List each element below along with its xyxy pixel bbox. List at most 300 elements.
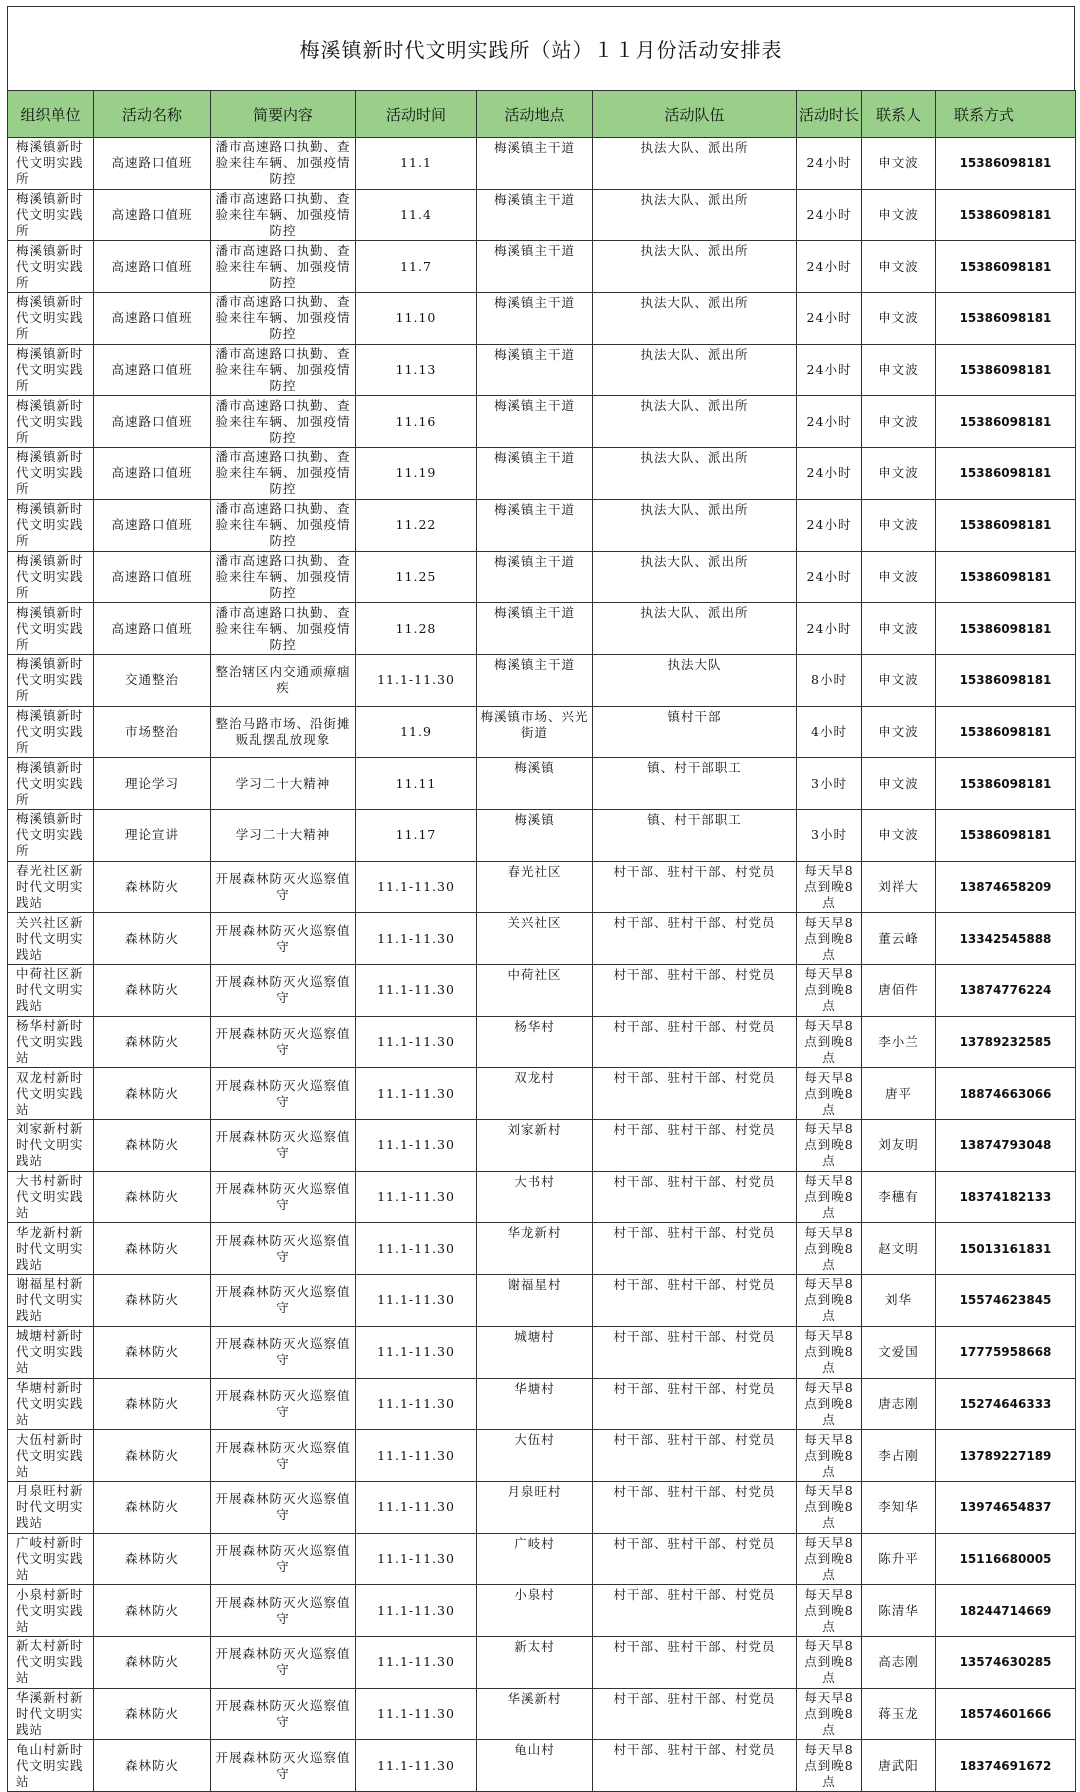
time-cell: 11.1-11.30 (356, 1636, 477, 1688)
org-unit-cell: 大伍村新时代文明实践站 (8, 1430, 94, 1482)
table-row (8, 965, 1076, 1017)
content-cell: 开展森林防灭火巡察值守 (211, 1740, 356, 1792)
org-unit-cell: 梅溪镇新时代文明实践所 (8, 706, 94, 758)
duration-cell: 24小时 (797, 603, 862, 655)
location-cell: 梅溪镇主干道 (477, 654, 593, 706)
table-row (8, 293, 1076, 345)
phone-cell: 15386098181 (936, 189, 1076, 241)
phone-cell: 15386098181 (936, 344, 1076, 396)
activity-name-cell: 森林防火 (94, 1120, 211, 1172)
time-cell: 11.1-11.30 (356, 654, 477, 706)
activity-name-cell: 高速路口值班 (94, 448, 211, 500)
table-row (8, 1223, 1076, 1275)
time-cell: 11.16 (356, 396, 477, 448)
team-cell: 镇、村干部职工 (593, 809, 797, 861)
activity-name-cell: 森林防火 (94, 913, 211, 965)
org-unit-cell: 梅溪镇新时代文明实践所 (8, 138, 94, 190)
content-cell: 开展森林防灭火巡察值守 (211, 1068, 356, 1120)
header-cell: 联系人 (862, 91, 936, 138)
team-cell: 村干部、驻村干部、村党员 (593, 1378, 797, 1430)
location-cell: 关兴社区 (477, 913, 593, 965)
content-cell: 开展森林防灭火巡察值守 (211, 1016, 356, 1068)
table-row (8, 499, 1076, 551)
location-cell: 梅溪镇主干道 (477, 448, 593, 500)
duration-cell: 每天早8点到晚8点 (797, 1275, 862, 1327)
team-cell: 村干部、驻村干部、村党员 (593, 965, 797, 1017)
time-cell: 11.1-11.30 (356, 913, 477, 965)
activity-name-cell: 森林防火 (94, 1585, 211, 1637)
header-cell: 活动名称 (94, 91, 211, 138)
phone-cell: 15386098181 (936, 809, 1076, 861)
content-cell: 开展森林防灭火巡察值守 (211, 1688, 356, 1740)
header-row (8, 91, 1076, 138)
contact-person-cell: 董云峰 (862, 913, 936, 965)
team-cell: 村干部、驻村干部、村党员 (593, 1740, 797, 1792)
content-cell: 开展森林防灭火巡察值守 (211, 861, 356, 913)
duration-cell: 每天早8点到晚8点 (797, 1430, 862, 1482)
duration-cell: 每天早8点到晚8点 (797, 1068, 862, 1120)
org-unit-cell: 梅溪镇新时代文明实践所 (8, 189, 94, 241)
phone-cell: 17775958668 (936, 1326, 1076, 1378)
location-cell: 双龙村 (477, 1068, 593, 1120)
location-cell: 华塘村 (477, 1378, 593, 1430)
duration-cell: 每天早8点到晚8点 (797, 1326, 862, 1378)
content-cell: 潘市高速路口执勤、查验来往车辆、加强疫情防控 (211, 138, 356, 190)
org-unit-cell: 月泉旺村新时代文明实践站 (8, 1481, 94, 1533)
table-row (8, 448, 1076, 500)
table-row (8, 1275, 1076, 1327)
team-cell: 执法大队、派出所 (593, 344, 797, 396)
time-cell: 11.1-11.30 (356, 861, 477, 913)
contact-person-cell: 申文波 (862, 654, 936, 706)
org-unit-cell: 广岐村新时代文明实践站 (8, 1533, 94, 1585)
time-cell: 11.1-11.30 (356, 1120, 477, 1172)
activity-name-cell: 森林防火 (94, 1688, 211, 1740)
content-cell: 开展森林防灭火巡察值守 (211, 1120, 356, 1172)
table-row (8, 809, 1076, 861)
activity-name-cell: 高速路口值班 (94, 241, 211, 293)
phone-cell: 15574623845 (936, 1275, 1076, 1327)
phone-cell: 15386098181 (936, 706, 1076, 758)
content-cell: 整治辖区内交通顽瘴痼疾 (211, 654, 356, 706)
team-cell: 村干部、驻村干部、村党员 (593, 1430, 797, 1482)
content-cell: 开展森林防灭火巡察值守 (211, 913, 356, 965)
schedule-sheet (7, 6, 1075, 1789)
contact-person-cell: 李小兰 (862, 1016, 936, 1068)
team-cell: 执法大队、派出所 (593, 499, 797, 551)
phone-cell: 15386098181 (936, 138, 1076, 190)
time-cell: 11.9 (356, 706, 477, 758)
table-row (8, 861, 1076, 913)
time-cell: 11.25 (356, 551, 477, 603)
duration-cell: 每天早8点到晚8点 (797, 965, 862, 1017)
header-cell: 联系方式 (936, 91, 1076, 138)
duration-cell: 24小时 (797, 551, 862, 603)
team-cell: 执法大队、派出所 (593, 138, 797, 190)
phone-cell: 18244714669 (936, 1585, 1076, 1637)
location-cell: 梅溪镇主干道 (477, 344, 593, 396)
org-unit-cell: 城塘村新时代文明实践站 (8, 1326, 94, 1378)
contact-person-cell: 李知华 (862, 1481, 936, 1533)
team-cell: 执法大队、派出所 (593, 551, 797, 603)
org-unit-cell: 梅溪镇新时代文明实践所 (8, 448, 94, 500)
activity-name-cell: 森林防火 (94, 965, 211, 1017)
duration-cell: 每天早8点到晚8点 (797, 1585, 862, 1637)
location-cell: 梅溪镇主干道 (477, 396, 593, 448)
phone-cell: 15386098181 (936, 551, 1076, 603)
header-cell: 活动队伍 (593, 91, 797, 138)
duration-cell: 每天早8点到晚8点 (797, 1171, 862, 1223)
time-cell: 11.22 (356, 499, 477, 551)
content-cell: 开展森林防灭火巡察值守 (211, 1636, 356, 1688)
org-unit-cell: 梅溪镇新时代文明实践所 (8, 241, 94, 293)
header-cell: 简要内容 (211, 91, 356, 138)
phone-cell: 13342545888 (936, 913, 1076, 965)
activity-name-cell: 森林防火 (94, 1481, 211, 1533)
activity-name-cell: 森林防火 (94, 1636, 211, 1688)
location-cell: 刘家新村 (477, 1120, 593, 1172)
team-cell: 村干部、驻村干部、村党员 (593, 1016, 797, 1068)
table-row (8, 1326, 1076, 1378)
table-row (8, 1585, 1076, 1637)
phone-cell: 15386098181 (936, 758, 1076, 810)
duration-cell: 8小时 (797, 654, 862, 706)
phone-cell: 18374691672 (936, 1740, 1076, 1792)
contact-person-cell: 申文波 (862, 499, 936, 551)
activity-name-cell: 森林防火 (94, 1326, 211, 1378)
table-row (8, 1636, 1076, 1688)
activity-name-cell: 森林防火 (94, 1223, 211, 1275)
location-cell: 华龙新村 (477, 1223, 593, 1275)
team-cell: 村干部、驻村干部、村党员 (593, 1223, 797, 1275)
location-cell: 梅溪镇主干道 (477, 551, 593, 603)
phone-cell: 18374182133 (936, 1171, 1076, 1223)
content-cell: 开展森林防灭火巡察值守 (211, 1481, 356, 1533)
table-row (8, 1120, 1076, 1172)
duration-cell: 每天早8点到晚8点 (797, 861, 862, 913)
team-cell: 执法大队、派出所 (593, 448, 797, 500)
schedule-body (8, 138, 1076, 1792)
time-cell: 11.19 (356, 448, 477, 500)
phone-cell: 15386098181 (936, 396, 1076, 448)
contact-person-cell: 申文波 (862, 396, 936, 448)
location-cell: 梅溪镇 (477, 809, 593, 861)
duration-cell: 24小时 (797, 293, 862, 345)
duration-cell: 24小时 (797, 189, 862, 241)
table-row (8, 1068, 1076, 1120)
content-cell: 开展森林防灭火巡察值守 (211, 965, 356, 1017)
time-cell: 11.1-11.30 (356, 1481, 477, 1533)
phone-cell: 18874663066 (936, 1068, 1076, 1120)
content-cell: 开展森林防灭火巡察值守 (211, 1430, 356, 1482)
location-cell: 谢福星村 (477, 1275, 593, 1327)
location-cell: 梅溪镇主干道 (477, 603, 593, 655)
content-cell: 开展森林防灭火巡察值守 (211, 1223, 356, 1275)
content-cell: 开展森林防灭火巡察值守 (211, 1275, 356, 1327)
org-unit-cell: 华塘村新时代文明实践站 (8, 1378, 94, 1430)
org-unit-cell: 梅溪镇新时代文明实践所 (8, 293, 94, 345)
time-cell: 11.1-11.30 (356, 1223, 477, 1275)
duration-cell: 24小时 (797, 241, 862, 293)
contact-person-cell: 申文波 (862, 448, 936, 500)
duration-cell: 每天早8点到晚8点 (797, 1120, 862, 1172)
location-cell: 龟山村 (477, 1740, 593, 1792)
contact-person-cell: 申文波 (862, 189, 936, 241)
schedule-table (7, 90, 1076, 1792)
team-cell: 村干部、驻村干部、村党员 (593, 1533, 797, 1585)
activity-name-cell: 森林防火 (94, 1171, 211, 1223)
time-cell: 11.1-11.30 (356, 1326, 477, 1378)
content-cell: 潘市高速路口执勤、查验来往车辆、加强疫情防控 (211, 189, 356, 241)
phone-cell: 15013161831 (936, 1223, 1076, 1275)
header-cell: 组织单位 (8, 91, 94, 138)
org-unit-cell: 春光社区新时代文明实践站 (8, 861, 94, 913)
team-cell: 村干部、驻村干部、村党员 (593, 1275, 797, 1327)
duration-cell: 每天早8点到晚8点 (797, 913, 862, 965)
location-cell: 广岐村 (477, 1533, 593, 1585)
phone-cell: 15386098181 (936, 603, 1076, 655)
team-cell: 村干部、驻村干部、村党员 (593, 861, 797, 913)
contact-person-cell: 刘华 (862, 1275, 936, 1327)
time-cell: 11.13 (356, 344, 477, 396)
org-unit-cell: 华溪新村新时代文明实践站 (8, 1688, 94, 1740)
table-row (8, 396, 1076, 448)
phone-cell: 15274646333 (936, 1378, 1076, 1430)
duration-cell: 4小时 (797, 706, 862, 758)
duration-cell: 每天早8点到晚8点 (797, 1740, 862, 1792)
location-cell: 大伍村 (477, 1430, 593, 1482)
org-unit-cell: 梅溪镇新时代文明实践所 (8, 344, 94, 396)
time-cell: 11.28 (356, 603, 477, 655)
time-cell: 11.1-11.30 (356, 1171, 477, 1223)
content-cell: 学习二十大精神 (211, 809, 356, 861)
duration-cell: 24小时 (797, 344, 862, 396)
time-cell: 11.1-11.30 (356, 1016, 477, 1068)
activity-name-cell: 森林防火 (94, 1533, 211, 1585)
org-unit-cell: 梅溪镇新时代文明实践所 (8, 499, 94, 551)
location-cell: 华溪新村 (477, 1688, 593, 1740)
activity-name-cell: 森林防火 (94, 1068, 211, 1120)
activity-name-cell: 高速路口值班 (94, 499, 211, 551)
content-cell: 潘市高速路口执勤、查验来往车辆、加强疫情防控 (211, 551, 356, 603)
table-row (8, 344, 1076, 396)
org-unit-cell: 杨华村新时代文明实践站 (8, 1016, 94, 1068)
content-cell: 开展森林防灭火巡察值守 (211, 1326, 356, 1378)
activity-name-cell: 高速路口值班 (94, 344, 211, 396)
org-unit-cell: 关兴社区新时代文明实践站 (8, 913, 94, 965)
team-cell: 村干部、驻村干部、村党员 (593, 1171, 797, 1223)
content-cell: 学习二十大精神 (211, 758, 356, 810)
team-cell: 村干部、驻村干部、村党员 (593, 1326, 797, 1378)
time-cell: 11.17 (356, 809, 477, 861)
table-row (8, 241, 1076, 293)
duration-cell: 每天早8点到晚8点 (797, 1688, 862, 1740)
content-cell: 潘市高速路口执勤、查验来往车辆、加强疫情防控 (211, 499, 356, 551)
team-cell: 执法大队、派出所 (593, 396, 797, 448)
team-cell: 村干部、驻村干部、村党员 (593, 1585, 797, 1637)
contact-person-cell: 赵文明 (862, 1223, 936, 1275)
location-cell: 梅溪镇市场、兴光街道 (477, 706, 593, 758)
org-unit-cell: 双龙村新时代文明实践站 (8, 1068, 94, 1120)
header-cell: 活动地点 (477, 91, 593, 138)
time-cell: 11.1-11.30 (356, 1430, 477, 1482)
time-cell: 11.1-11.30 (356, 1688, 477, 1740)
contact-person-cell: 蒋玉龙 (862, 1688, 936, 1740)
activity-name-cell: 高速路口值班 (94, 293, 211, 345)
phone-cell: 15386098181 (936, 654, 1076, 706)
org-unit-cell: 梅溪镇新时代文明实践所 (8, 654, 94, 706)
location-cell: 新太村 (477, 1636, 593, 1688)
phone-cell: 13874776224 (936, 965, 1076, 1017)
table-row (8, 1533, 1076, 1585)
content-cell: 开展森林防灭火巡察值守 (211, 1378, 356, 1430)
phone-cell: 13789227189 (936, 1430, 1076, 1482)
duration-cell: 3小时 (797, 809, 862, 861)
content-cell: 整治马路市场、沿街摊贩乱摆乱放现象 (211, 706, 356, 758)
phone-cell: 15386098181 (936, 499, 1076, 551)
team-cell: 村干部、驻村干部、村党员 (593, 913, 797, 965)
time-cell: 11.7 (356, 241, 477, 293)
org-unit-cell: 中荷社区新时代文明实践站 (8, 965, 94, 1017)
activity-name-cell: 高速路口值班 (94, 396, 211, 448)
duration-cell: 每天早8点到晚8点 (797, 1481, 862, 1533)
team-cell: 执法大队、派出所 (593, 293, 797, 345)
table-row (8, 758, 1076, 810)
table-row (8, 1171, 1076, 1223)
org-unit-cell: 华龙新村新时代文明实践站 (8, 1223, 94, 1275)
team-cell: 村干部、驻村干部、村党员 (593, 1120, 797, 1172)
phone-cell: 18574601666 (936, 1688, 1076, 1740)
location-cell: 月泉旺村 (477, 1481, 593, 1533)
content-cell: 潘市高速路口执勤、查验来往车辆、加强疫情防控 (211, 344, 356, 396)
duration-cell: 24小时 (797, 499, 862, 551)
team-cell: 村干部、驻村干部、村党员 (593, 1636, 797, 1688)
location-cell: 梅溪镇主干道 (477, 499, 593, 551)
contact-person-cell: 李占刚 (862, 1430, 936, 1482)
contact-person-cell: 申文波 (862, 706, 936, 758)
team-cell: 村干部、驻村干部、村党员 (593, 1688, 797, 1740)
activity-name-cell: 森林防火 (94, 1378, 211, 1430)
location-cell: 梅溪镇 (477, 758, 593, 810)
phone-cell: 15386098181 (936, 241, 1076, 293)
activity-name-cell: 森林防火 (94, 1275, 211, 1327)
duration-cell: 每天早8点到晚8点 (797, 1636, 862, 1688)
table-row (8, 138, 1076, 190)
location-cell: 梅溪镇主干道 (477, 189, 593, 241)
team-cell: 镇村干部 (593, 706, 797, 758)
contact-person-cell: 申文波 (862, 293, 936, 345)
activity-name-cell: 交通整治 (94, 654, 211, 706)
org-unit-cell: 大书村新时代文明实践站 (8, 1171, 94, 1223)
time-cell: 11.1-11.30 (356, 1740, 477, 1792)
phone-cell: 15386098181 (936, 293, 1076, 345)
location-cell: 春光社区 (477, 861, 593, 913)
location-cell: 杨华村 (477, 1016, 593, 1068)
contact-person-cell: 唐武阳 (862, 1740, 936, 1792)
duration-cell: 24小时 (797, 138, 862, 190)
contact-person-cell: 文爱国 (862, 1326, 936, 1378)
org-unit-cell: 梅溪镇新时代文明实践所 (8, 396, 94, 448)
header-cell: 活动时长 (797, 91, 862, 138)
activity-name-cell: 理论学习 (94, 758, 211, 810)
contact-person-cell: 申文波 (862, 758, 936, 810)
duration-cell: 每天早8点到晚8点 (797, 1533, 862, 1585)
content-cell: 潘市高速路口执勤、查验来往车辆、加强疫情防控 (211, 241, 356, 293)
org-unit-cell: 梅溪镇新时代文明实践所 (8, 551, 94, 603)
contact-person-cell: 申文波 (862, 603, 936, 655)
activity-name-cell: 森林防火 (94, 1016, 211, 1068)
phone-cell: 13789232585 (936, 1016, 1076, 1068)
header-cell: 活动时间 (356, 91, 477, 138)
table-row (8, 603, 1076, 655)
activity-name-cell: 森林防火 (94, 1740, 211, 1792)
duration-cell: 24小时 (797, 396, 862, 448)
contact-person-cell: 唐佰件 (862, 965, 936, 1017)
time-cell: 11.1-11.30 (356, 1378, 477, 1430)
page-title: 梅溪镇新时代文明实践所（站）１１月份活动安排表 (7, 6, 1075, 90)
activity-name-cell: 高速路口值班 (94, 603, 211, 655)
phone-cell: 15386098181 (936, 448, 1076, 500)
activity-name-cell: 高速路口值班 (94, 189, 211, 241)
team-cell: 村干部、驻村干部、村党员 (593, 1481, 797, 1533)
org-unit-cell: 新太村新时代文明实践站 (8, 1636, 94, 1688)
location-cell: 城塘村 (477, 1326, 593, 1378)
location-cell: 梅溪镇主干道 (477, 241, 593, 293)
location-cell: 梅溪镇主干道 (477, 138, 593, 190)
time-cell: 11.1-11.30 (356, 1585, 477, 1637)
content-cell: 开展森林防灭火巡察值守 (211, 1585, 356, 1637)
time-cell: 11.4 (356, 189, 477, 241)
contact-person-cell: 陈升平 (862, 1533, 936, 1585)
activity-name-cell: 森林防火 (94, 861, 211, 913)
content-cell: 潘市高速路口执勤、查验来往车辆、加强疫情防控 (211, 448, 356, 500)
phone-cell: 13874793048 (936, 1120, 1076, 1172)
content-cell: 开展森林防灭火巡察值守 (211, 1533, 356, 1585)
location-cell: 大书村 (477, 1171, 593, 1223)
location-cell: 小泉村 (477, 1585, 593, 1637)
phone-cell: 13574630285 (936, 1636, 1076, 1688)
content-cell: 开展森林防灭火巡察值守 (211, 1171, 356, 1223)
team-cell: 村干部、驻村干部、村党员 (593, 1068, 797, 1120)
activity-name-cell: 理论宣讲 (94, 809, 211, 861)
contact-person-cell: 刘祥大 (862, 861, 936, 913)
activity-name-cell: 森林防火 (94, 1430, 211, 1482)
duration-cell: 3小时 (797, 758, 862, 810)
contact-person-cell: 申文波 (862, 138, 936, 190)
table-row (8, 913, 1076, 965)
team-cell: 执法大队 (593, 654, 797, 706)
org-unit-cell: 小泉村新时代文明实践站 (8, 1585, 94, 1637)
org-unit-cell: 龟山村新时代文明实践站 (8, 1740, 94, 1792)
time-cell: 11.1 (356, 138, 477, 190)
time-cell: 11.10 (356, 293, 477, 345)
org-unit-cell: 梅溪镇新时代文明实践所 (8, 758, 94, 810)
contact-person-cell: 刘友明 (862, 1120, 936, 1172)
content-cell: 潘市高速路口执勤、查验来往车辆、加强疫情防控 (211, 603, 356, 655)
duration-cell: 每天早8点到晚8点 (797, 1378, 862, 1430)
time-cell: 11.1-11.30 (356, 1068, 477, 1120)
contact-person-cell: 申文波 (862, 809, 936, 861)
time-cell: 11.1-11.30 (356, 965, 477, 1017)
content-cell: 潘市高速路口执勤、查验来往车辆、加强疫情防控 (211, 396, 356, 448)
phone-cell: 13974654837 (936, 1481, 1076, 1533)
phone-cell: 15116680005 (936, 1533, 1076, 1585)
contact-person-cell: 申文波 (862, 344, 936, 396)
org-unit-cell: 梅溪镇新时代文明实践所 (8, 809, 94, 861)
activity-name-cell: 高速路口值班 (94, 551, 211, 603)
table-row (8, 1378, 1076, 1430)
team-cell: 执法大队、派出所 (593, 241, 797, 293)
